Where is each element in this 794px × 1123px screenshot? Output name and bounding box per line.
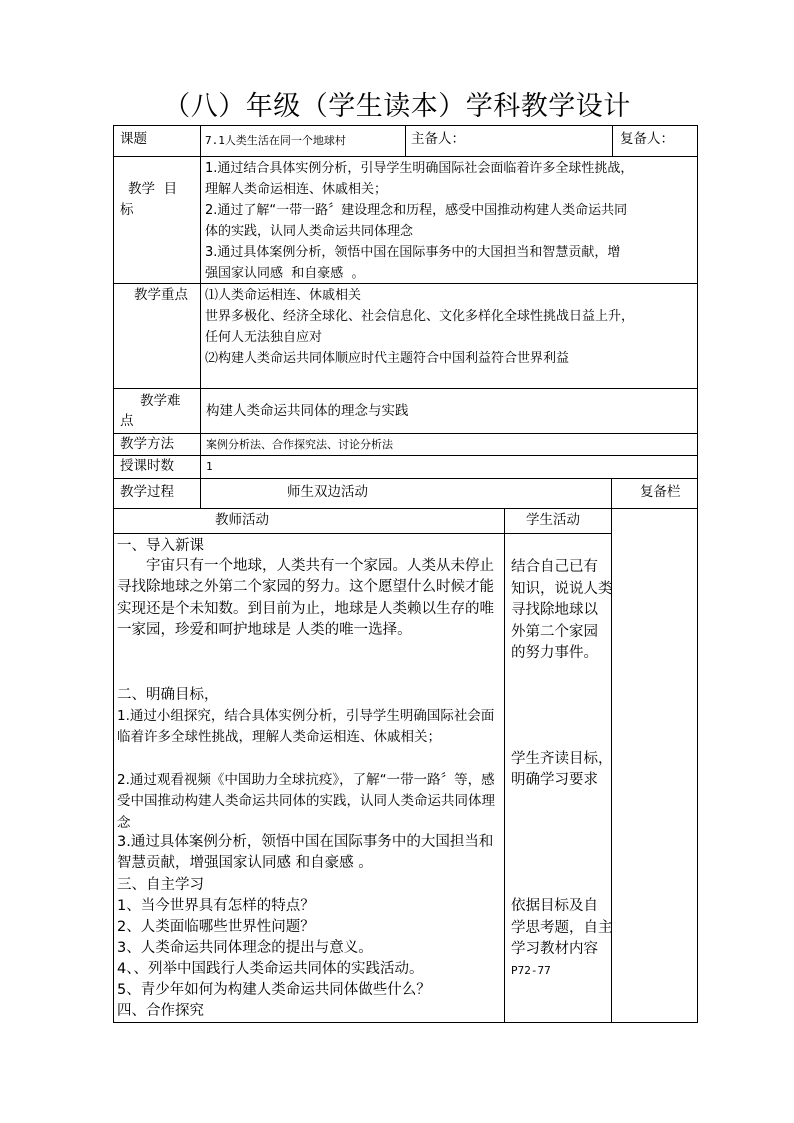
- student-activity-line: 寻找除地球以: [511, 602, 598, 618]
- student-activity-line: 结合自己已有: [511, 559, 598, 575]
- student-activity-line: 的努力事件。: [511, 645, 598, 661]
- hours-label: 授课时数: [120, 458, 174, 474]
- section-import-title: 一、导入新课: [117, 538, 204, 554]
- section-cooperative-title: 四、合作探究: [117, 1003, 204, 1019]
- methods-value: 案例分析法、合作探究法、讨论分析法: [206, 438, 393, 451]
- student-activity-line: 明确学习要求: [511, 772, 598, 788]
- key-point-line: ⑴人类命运相连、休戚相关: [205, 288, 362, 303]
- section-import-body: 宇宙只有一个地球，人类共有一个家园。人类从未停止寻找除地球之外第二个家园的努力。这个愿望什么时候才能实现还是个未知数。到目前为止，地球是人类赖以生存的唯一家园，珍爱和呵护地球是 人类的唯一选择。: [117, 558, 494, 638]
- difficulties-label-cont: 点: [120, 413, 134, 429]
- self-study-question: 2、人类面临哪些世界性问题？: [117, 919, 315, 935]
- student-activity-header: 学生活动: [526, 512, 580, 528]
- key-point-line: ⑵构建人类命运共同体顺应时代主题符合中国利益符合世界利益: [205, 351, 570, 366]
- process-label: 教学过程: [120, 484, 174, 500]
- row-divider: [113, 533, 611, 534]
- section-goals-item: 3.通过具体案例分析，领悟中国在国际事务中的大国担当和智慧贡献，增强国家认同感 和自豪感 。: [117, 834, 494, 872]
- section-goals-item: 1.通过小组探究，结合具体实例分析，引导学生明确国际社会面临着许多全球性挑战，理解人类命运相连、休戚相关；: [117, 708, 495, 746]
- objective-line: 2.通过了解“一带一路〞建设理念和历程，感受中国推动构建人类命运共同: [205, 203, 628, 218]
- objective-line: 体的实践，认同人类命运共同体理念: [205, 224, 414, 239]
- student-activity-line: 学生齐读目标，: [511, 751, 613, 767]
- difficulties-value: 构建人类命运共同体的理念与实践: [206, 403, 409, 419]
- student-activity-line: 知识，说说人类: [511, 581, 613, 597]
- main-preparer-label: 主备人：: [411, 131, 465, 147]
- student-activity-line: 外第二个家园: [511, 624, 598, 640]
- col-divider: [504, 508, 505, 1023]
- section-self-study-title: 三、自主学习: [117, 877, 204, 893]
- objective-line: 3.通过具体案例分析，领悟中国在国际事务中的大国担当和智慧贡献，增: [205, 245, 621, 260]
- document-title: （八）年级（学生读本）学科教学设计: [163, 91, 631, 122]
- col-divider: [200, 125, 201, 508]
- teacher-activity-header: 教师活动: [215, 512, 269, 528]
- objective-line: 强国家认同感 和自豪感 。: [205, 266, 365, 281]
- methods-label: 教学方法: [120, 436, 174, 452]
- key-point-line: 世界多极化、经济全球化、社会信息化、文化多样化全球性挑战日益上升，: [205, 309, 635, 324]
- objectives-label-cont: 标: [120, 202, 134, 218]
- review-column-header: 复备栏: [640, 484, 681, 500]
- self-study-question: 3、人类命运共同体理念的提出与意义。: [117, 940, 373, 956]
- self-study-question: 5、青少年如何为构建人类命运共同体做些什么？: [117, 982, 431, 998]
- student-activity-line: P72-77: [511, 964, 551, 977]
- section-goals-item: 2.通过观看视频《中国助力全球抗疫》，了解“一带一路〞等，感受中国推动构建人类命运共同体的实践，认同人类命运共同体理念: [117, 772, 495, 831]
- difficulties-label: 教学难: [140, 393, 181, 409]
- section-goals-title: 二、明确目标，: [117, 687, 219, 703]
- objectives-label: 教学 目: [128, 181, 178, 197]
- self-study-question: 1、当今世界具有怎样的特点？: [117, 898, 315, 914]
- hours-value: 1: [206, 460, 213, 473]
- col-divider: [405, 125, 406, 156]
- topic-value: 7.1人类生活在同一个地球村: [205, 134, 346, 147]
- self-study-question: 4、、列举中国践行人类命运共同体的实践活动。: [117, 961, 424, 977]
- student-activity-line: 学习教材内容: [511, 941, 598, 957]
- activity-header: 师生双边活动: [287, 484, 368, 500]
- col-divider: [612, 125, 613, 156]
- student-activity-line: 学思考题，自主: [511, 920, 613, 936]
- objective-line: 理解人类命运相连、休戚相关；: [205, 182, 388, 197]
- objective-line: 1.通过结合具体实例分析，引导学生明确国际社会面临着许多全球性挑战，: [205, 161, 634, 176]
- co-preparer-label: 复备人：: [620, 131, 674, 147]
- key-points-label: 教学重点: [134, 287, 188, 303]
- topic-label: 课题: [120, 131, 147, 147]
- student-activity-line: 依据目标及自: [511, 898, 598, 914]
- key-point-line: 任何人无法独自应对: [205, 330, 323, 345]
